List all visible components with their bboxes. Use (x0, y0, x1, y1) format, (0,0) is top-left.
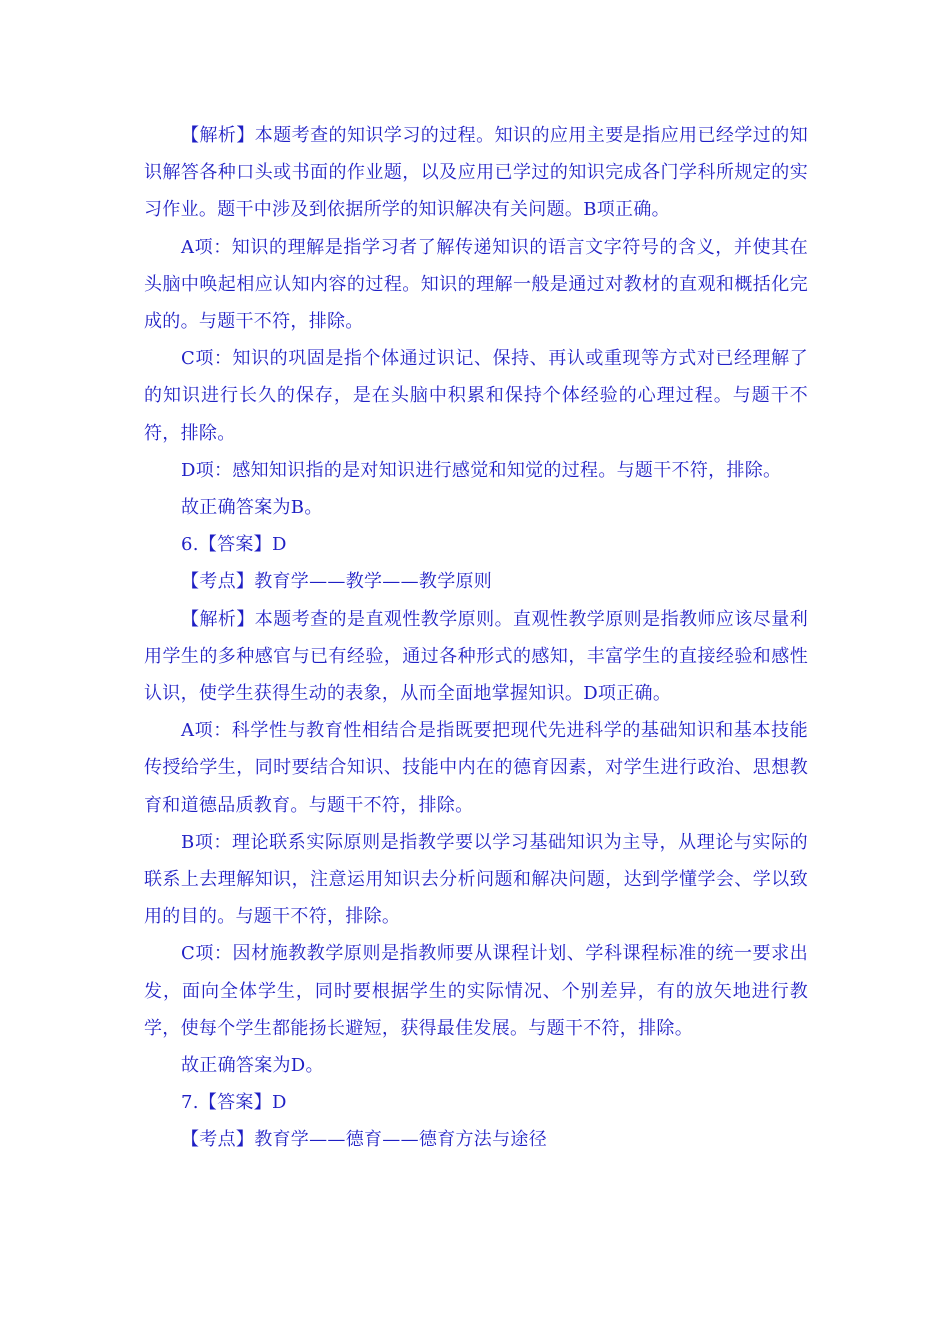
q7-answer-heading: 7.【答案】D (181, 1092, 287, 1114)
q5-option-d-paragraph: D项：感知知识指的是对知识进行感觉和知觉的过程。与题干不符，排除。 (181, 459, 782, 481)
q7-topic: 【考点】教育学——德育——德育方法与途径 (181, 1129, 547, 1151)
q6-topic: 【考点】教育学——教学——教学原则 (181, 571, 493, 593)
q5-conclusion: 故正确答案为B。 (181, 497, 323, 519)
q6-option-b-paragraph: B项：理论联系实际原则是指教学要以学习基础知识为主导，从理论与实际的联系上去理解知识，注意运用知识去分析问题和解决问题，达到学懂学会、学以致用的目的。与题干不符，排除。 (144, 831, 808, 928)
q6-option-c-paragraph: C项：因材施教教学原则是指教师要从课程计划、学科课程标准的统一要求出发，面向全体学生，同时要根据学生的实际情况、个别差异，有的放矢地进行教学，使每个学生都能扬长避短，获得最佳发展。与题干不符，排除。 (144, 943, 808, 1039)
q6-conclusion: 故正确答案为D。 (181, 1055, 324, 1077)
q6-answer-heading: 6.【答案】D (181, 534, 287, 556)
q5-option-a-paragraph: A项：知识的理解是指学习者了解传递知识的语言文字符号的含义，并使其在头脑中唤起相应认知内容的过程。知识的理解一般是通过对教材的直观和概括化完成的。与题干不符，排除。 (144, 236, 808, 333)
q5-option-c-paragraph: C项：知识的巩固是指个体通过识记、保持、再认或重现等方式对已经理解了的知识进行长久的保存，是在头脑中积累和保持个体经验的心理过程。与题干不符，排除。 (144, 348, 808, 444)
q5-analysis-paragraph: 【解析】本题考查的知识学习的过程。知识的应用主要是指应用已经学过的知识解答各种口头或书面的作业题，以及应用已学过的知识完成各门学科所规定的实习作业。题干中涉及到依据所学的知识解决有关问题。B项正确。 (144, 125, 808, 221)
answer-explanation-body (144, 117, 808, 1159)
q6-option-a-paragraph: A项：科学性与教育性相结合是指既要把现代先进科学的基础知识和基本技能传授给学生，同时要结合知识、技能中内在的德育因素，对学生进行政治、思想教育和道德品质教育。与题干不符，排除。 (144, 720, 808, 816)
q6-analysis-paragraph: 【解析】本题考查的是直观性教学原则。直观性教学原则是指教师应该尽量利用学生的多种感官与已有经验，通过各种形式的感知，丰富学生的直接经验和感性认识，使学生获得生动的表象，从而全面地掌握知识。D项正确。 (144, 608, 808, 705)
